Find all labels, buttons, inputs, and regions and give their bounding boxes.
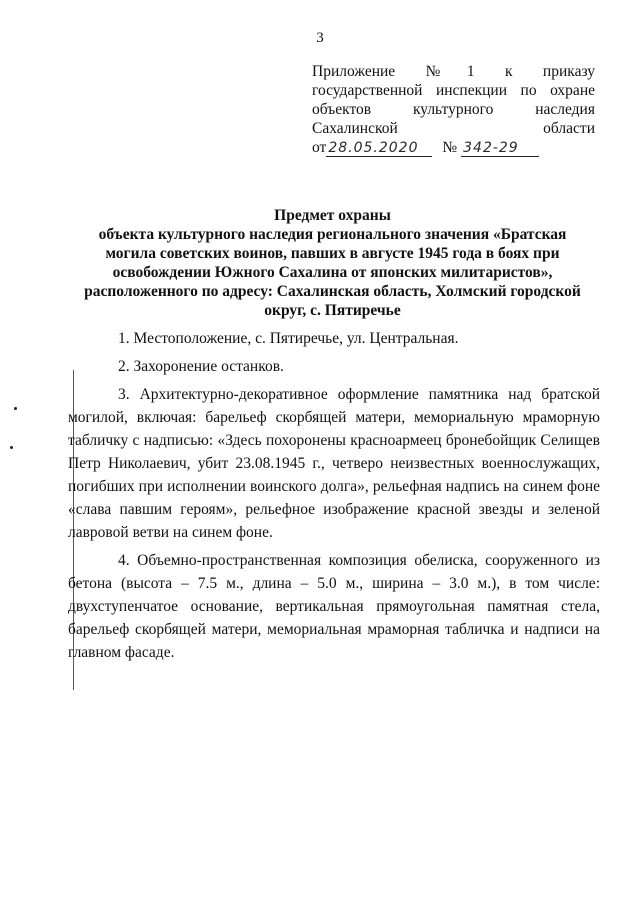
appendix-line-4: Сахалинской области (312, 120, 595, 137)
scan-artifact-dot (10, 446, 13, 449)
appendix-line-1: Приложение №1 к приказу (312, 63, 595, 80)
title-line-3: могила советских воинов, павших в августе 1945 года в боях при (105, 245, 560, 262)
list-item-location: 1. Местоположение, с. Пятиречье, ул. Центральная. (118, 330, 459, 347)
title-line-2: объекта культурного наследия регионального значения «Братская (98, 226, 567, 243)
title-line-6: округ, с. Пятиречье (264, 302, 401, 319)
page-number: 3 (316, 30, 324, 46)
appendix-header (312, 62, 595, 157)
list-item-obelisk: 4. Объемно-пространственная композиция обелиска, сооруженного из бетона (высота – 7.5 м., длина – 5.0 м., ширина – 3.0 м.), в том числе: двухступенчатое основание, вертикальная прямоугольная памятная стела, барельеф скорбящей матери, мемориальная мраморная табличка и надписи на главном фасаде. (68, 552, 600, 661)
scan-artifact-dot (14, 407, 17, 410)
list-item-burial: 2. Захоронение останков. (118, 358, 284, 375)
appendix-line-2: государственной инспекции по охране (312, 82, 595, 99)
handwritten-date: 28.05.2020 (326, 141, 432, 157)
title-line-4: освобождении Южного Сахалина от японских милитаристов», (112, 264, 553, 281)
title-line-1: Предмет охраны (274, 207, 391, 224)
document-title (60, 206, 605, 320)
appendix-date-line (312, 138, 595, 157)
appendix-line-3: объектов культурного наследия (312, 101, 595, 118)
document-body (68, 327, 600, 664)
number-sign: № (442, 139, 458, 156)
list-item-decoration: 3. Архитектурно-декоративное оформление памятника над братской могилой, включая: барельеф скорбящей матери, мемориальную мраморную табличку с надписью: «Здесь похоронены красноармеец бронебойщик Селищев Петр Николаевич, убит 23.08.1945 г., четверо неизвестных военнослужащих, погибших при исполнении воинского долга», рельефная надпись на синем фоне «слава павшим героям», рельефное изображение красной звезды и зеленой лавровой ветви на синем фоне. (68, 386, 600, 541)
handwritten-number: 342-29 (461, 141, 539, 157)
title-line-5: расположенного по адресу: Сахалинская область, Холмский городской (84, 283, 581, 300)
date-prefix: от (312, 139, 327, 156)
